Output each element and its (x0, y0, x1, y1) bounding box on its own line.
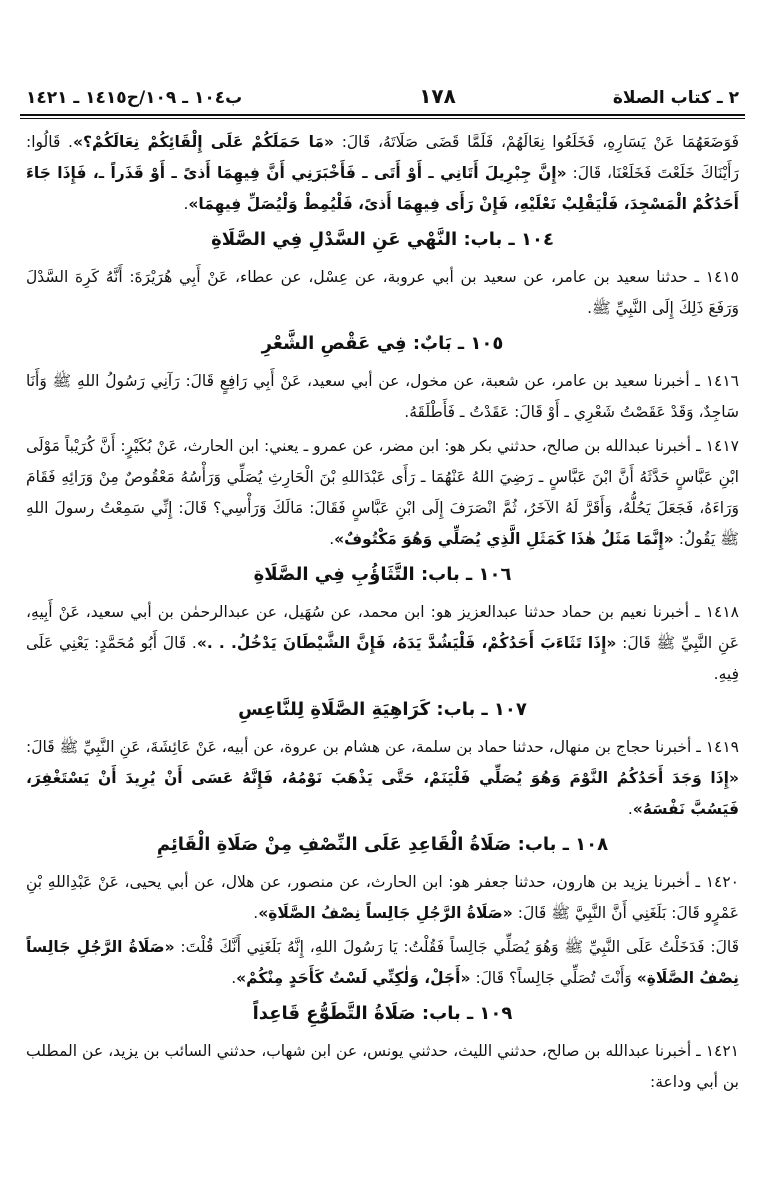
hadith-paragraph (26, 127, 739, 220)
prophetic-saying: «إِذَا وَجَدَ أَحَدُكُمُ النَّوْمَ وَهُوَ يُصَلِّي فَلْيَنَمْ، حَتَّى يَذْهَبَ نَوْمُهُ، فَإِنَّهُ عَسَى أَنْ يُرِيدَ أَنْ يَسْتَغْفِرَ، فَيَسُبَّ نَفْسَهُ» (26, 769, 739, 818)
prophetic-saying: «إِنَّمَا مَثَلُ هٰذَا كَمَثَلِ الَّذِي يُصَلِّي وَهُوَ مَكْتُوفٌ» (334, 530, 674, 548)
paragraph-text: ١٤١٦ ـ أخبرنا سعيد بن عامر، عن شعبة، عن مخول، عن أبي سعيد، عَنْ أَبِي رَافِعٍ قَالَ: رَآنِي رَسُولُ اللهِ ﷺ وَأَنَا سَاجِدٌ، وَقَدْ عَقَصْتُ شَعْرِي ـ أَوْ قَالَ: عَقَدْتُ ـ فَأَطْلَقَهُ. (26, 372, 739, 421)
chapter-heading: ١٠٩ ـ باب: صَلَاةُ التَّطَوُّعِ قَاعِداً (252, 1003, 513, 1024)
chapter-heading: ١٠٤ ـ باب: النَّهْي عَنِ السَّدْلِ فِي الصَّلَاةِ (211, 229, 554, 250)
prophetic-saying: «مَا حَمَلَكُمْ عَلَى إِلْقَائِكُمْ نِعَالَكُمْ؟» (72, 133, 335, 151)
page-body (20, 119, 745, 1098)
paragraph-text: . (183, 195, 189, 213)
paragraph-text: . قَالُوا: رَأَيْنَاكَ خَلَعْتَ فَخَلَعْنَا، قَالَ: (26, 133, 739, 182)
chapter-heading: ١٠٧ ـ باب: كَرَاهِيَةِ الصَّلَاةِ لِلنَّاعِسِ (238, 699, 527, 720)
prophetic-saying: «أَجَلْ، وَلٰكِنِّي لَسْتُ كَأَحَدٍ مِنْكُمْ» (236, 969, 471, 987)
paragraph-text: . (253, 904, 259, 922)
paragraph-text: . قَالَ أَبُو مُحَمَّدٍ: يَعْنِي عَلَى فِيهِ. (26, 634, 739, 683)
chapter-heading: ١٠٨ ـ باب: صَلَاةُ الْقَاعِدِ عَلَى النِّصْفِ مِنْ صَلَاةِ الْقَائِمِ (156, 834, 609, 855)
prophetic-saying: «إِنَّ جِبْرِيلَ أَتَانِي ـ أَوْ أَتَى ـ فَأَخْبَرَنِي أَنَّ فِيهِمَا أَذىً ـ أَوْ قَذَراً ـ، فَإِذَا جَاءَ أَحَدُكُمْ الْمَسْجِدَ، فَلْيَقْلِبْ نَعْلَيْهِ، فَإِنْ رَأَى فِيهِمَا أَذىً، فَلْيُمِطْ وَلْيُصَلِّ فِيهِمَا» (26, 164, 739, 213)
paragraph-text: ١٤٢٠ ـ أخبرنا يزيد بن هارون، حدثنا جعفر هو: ابن الحارث، عن منصور، عن هلال، عن أبي يحيى، عَنْ عَبْدِاللهِ بْنِ عَمْرٍو قَالَ: بَلَغَنِي أَنَّ النَّبِيَّ ﷺ قَالَ: (26, 873, 739, 922)
hadith-paragraph (26, 732, 739, 825)
chapter-heading: ١٠٥ ـ بَابٌ: فِي عَقْصِ الشَّعْرِ (261, 333, 504, 354)
paragraph-text: فَوَضَعَهُمَا عَنْ يَسَارِهِ، فَخَلَعُوا نِعَالَهُمْ، فَلَمَّا قَضَى صَلَاتَهُ، قَالَ: (334, 133, 740, 151)
paragraph-text: . (231, 969, 237, 987)
hadith-paragraph (26, 1036, 739, 1098)
header-rule-thick (20, 114, 745, 116)
hadith-paragraph (26, 932, 739, 994)
paragraph-text: . (329, 530, 335, 548)
page-number: ١٧٨ (419, 84, 456, 108)
paragraph-text: قَالَ: فَدَخَلْتُ عَلَى النَّبِيِّ ﷺ وَهُوَ يُصَلِّي جَالِساً فَقُلْتُ: يَا رَسُولَ اللهِ، إِنَّهُ بَلَغَنِي أَنَّكَ قُلْتَ: (174, 938, 739, 956)
prophetic-saying: «صَلَاةُ الرَّجُلِ جَالِساً نِصْفُ الصَّلَاةِ» (258, 904, 513, 922)
hadith-paragraph (26, 262, 739, 324)
paragraph-text: ١٤٢١ ـ أخبرنا عبدالله بن صالح، حدثني الليث، حدثني يونس، عن ابن شهاب، حدثني السائب بن يزيد، عن المطلب بن أبي وداعة: (26, 1042, 739, 1091)
paragraph-text: ١٤١٨ ـ أخبرنا نعيم بن حماد حدثنا عبدالعزيز هو: ابن محمد، عن سُهَيل، عن عبدالرحمٰن بن أبي سعيد، عَنْ أَبِيهِ، عَنِ النَّبِيِّ ﷺ قَالَ: (26, 603, 739, 652)
paragraph-text: ١٤١٩ ـ أخبرنا حجاج بن منهال، حدثنا حماد بن سلمة، عن هشام بن عروة، عن أبيه، عَنْ عَائِشَةَ، عَنِ النَّبِيِّ ﷺ قَالَ: (26, 738, 739, 756)
hadith-paragraph (26, 431, 739, 555)
chapter-hadith-range: ب١٠٤ ـ ١٠٩/ح١٤١٥ ـ ١٤٢١ (26, 88, 243, 108)
paragraph-text: ١٤١٥ ـ حدثنا سعيد بن عامر، عن سعيد بن أبي عروبة، عن عِسْل، عن عطاء، عَنْ أَبِي هُرَيْرَةَ: أَنَّهُ كَرِهَ السَّدْلَ وَرَفَعَ ذَلِكَ إِلَى النَّبِيِّ ﷺ. (26, 268, 739, 317)
paragraph-text: وَأَنْتَ تُصَلِّي جَالِساً؟ قَالَ: (470, 969, 637, 987)
book-title: ٢ ـ كتاب الصلاة (612, 88, 739, 108)
paragraph-text: ١٤١٧ ـ أخبرنا عبدالله بن صالح، حدثني بكر هو: ابن مضر، عن عمرو ـ يعني: ابن الحارث، عَنْ بُكَيْرٍ: أَنَّ كُرَيْباً مَوْلَى ابْنِ عَبَّاسٍ حَدَّثَهُ أَنَّ ابْنَ عَبَّاسٍ ـ رَضِيَ اللهُ عَنْهُمَا ـ رَأَى عَبْدَاللهِ بْنَ الْحَارِثِ يُصَلِّي وَرَأْسُهُ مَعْقُوصٌ مِنْ وَرَائِهِ فَقَامَ وَرَاءَهُ، فَجَعَلَ يَحُلُّهُ، وَأَقَرَّ لَهُ الآخَرُ، ثُمَّ انْصَرَفَ إِلَى ابْنِ عَبَّاسٍ فَقَالَ: مَالَكَ وَرَأْسِي؟ قَالَ: إِنِّي سَمِعْتُ رسولَ اللهِ ﷺ يَقُولُ: (26, 437, 739, 548)
prophetic-saying: «صَلَاةُ الرَّجُلِ جَالِساً نِصْفُ الصَّلَاةِ» (26, 938, 739, 987)
running-header (20, 84, 745, 110)
prophetic-saying: «إِذَا تَثَاءَبَ أَحَدُكُمْ، فَلْيَشُدَّ يَدَهُ، فَإِنَّ الشَّيْطَانَ يَدْخُلُ. . .» (196, 634, 617, 652)
chapter-heading: ١٠٦ ـ باب: التَّثَاؤُبِ فِي الصَّلَاةِ (253, 564, 512, 585)
hadith-paragraph (26, 597, 739, 690)
hadith-paragraph (26, 867, 739, 929)
hadith-paragraph (26, 366, 739, 428)
paragraph-text: . (627, 800, 633, 818)
